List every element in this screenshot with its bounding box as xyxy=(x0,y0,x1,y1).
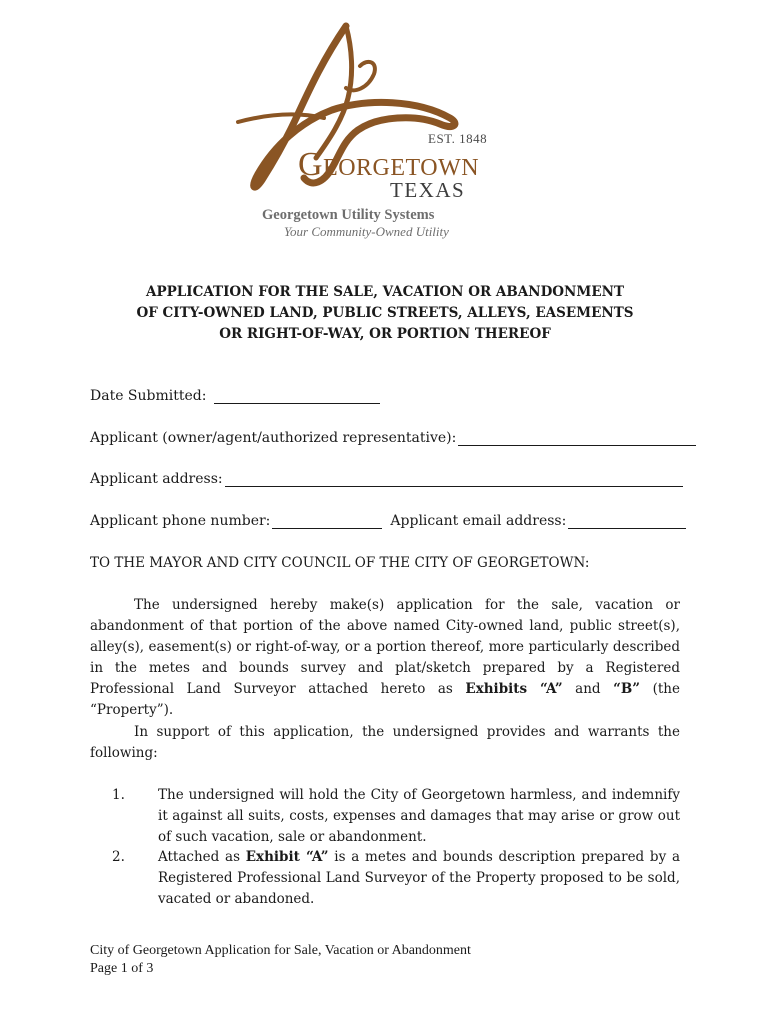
title-line-2: OF CITY-OWNED LAND, PUBLIC STREETS, ALLEYS, EASEMENTS xyxy=(136,305,634,321)
applicant-row xyxy=(90,430,696,446)
list-item-text: The undersigned will hold the City of Georgetown harmless, and indemnify it against all suits, costs, expenses and damages that may arise or grow out of such vacation, sale or abandonment. xyxy=(158,787,680,845)
logo-est-text: EST. 1848 xyxy=(428,131,488,146)
georgetown-logo xyxy=(228,18,558,240)
email-label: Applicant email address: xyxy=(390,513,567,529)
list-item xyxy=(90,785,680,848)
phone-label: Applicant phone number: xyxy=(90,513,271,529)
application-paragraph xyxy=(90,595,680,721)
email-field[interactable] xyxy=(568,513,686,529)
list-number: 2. xyxy=(112,849,125,865)
document-title xyxy=(90,282,680,345)
paragraph-1-text: The undersigned hereby make(s) application for the sale, vacation or abandonment of that portion of the above named City-owned land, public street(s), alley(s), easement(s) or right-of-way, or a portion thereof, more particularly described in the metes and bounds survey and plat/sketch prepared by a Registered Professional Land Surveyor attached hereto as xyxy=(90,597,680,697)
list-item-text xyxy=(158,847,680,910)
title-line-3: OR RIGHT-OF-WAY, OR PORTION THEREOF xyxy=(219,326,551,342)
paragraph-2-text: In support of this application, the undersigned provides and warrants the following: xyxy=(90,724,680,761)
salutation: TO THE MAYOR AND CITY COUNCIL OF THE CITY OF GEORGETOWN: xyxy=(90,555,590,571)
exhibit-b-reference: “B” xyxy=(613,681,641,697)
footer-page-number: Page 1 of 3 xyxy=(90,961,154,976)
support-paragraph xyxy=(90,722,680,764)
date-submitted-row xyxy=(90,388,380,404)
paragraph-1-and: and xyxy=(562,681,614,697)
address-field[interactable] xyxy=(225,471,683,487)
logo-utility-name: Georgetown Utility Systems xyxy=(262,207,435,223)
date-submitted-field[interactable] xyxy=(214,388,380,404)
page-footer xyxy=(90,942,471,978)
contact-row xyxy=(90,513,686,529)
applicant-label: Applicant (owner/agent/authorized representative): xyxy=(90,430,457,446)
address-row xyxy=(90,471,683,487)
footer-document-name: City of Georgetown Application for Sale, Vacation or Abandonment xyxy=(90,943,471,958)
exhibit-a-reference: Exhibit “A” xyxy=(245,849,329,865)
address-label: Applicant address: xyxy=(90,471,223,487)
list-item-2-end: is a metes and bounds description prepared by a Registered Professional Land Surveyor of the Property proposed to be sold, vacated or abandoned. xyxy=(158,849,680,907)
date-submitted-label: Date Submitted: xyxy=(90,388,207,404)
exhibits-a-reference: Exhibits “A” xyxy=(465,681,563,697)
applicant-field[interactable] xyxy=(458,430,696,446)
phone-field[interactable] xyxy=(272,513,382,529)
logo-tagline: Your Community-Owned Utility xyxy=(284,224,449,239)
list-item-2-start: Attached as xyxy=(158,849,246,865)
logo-state-name: TEXAS xyxy=(390,178,466,202)
title-line-1: APPLICATION FOR THE SALE, VACATION OR ABANDONMENT xyxy=(145,284,625,300)
logo-city-name: Georgetown xyxy=(298,146,480,183)
paragraph-1-end: (the “Property”). xyxy=(90,681,680,718)
list-number: 1. xyxy=(112,787,125,803)
list-item xyxy=(90,847,680,910)
